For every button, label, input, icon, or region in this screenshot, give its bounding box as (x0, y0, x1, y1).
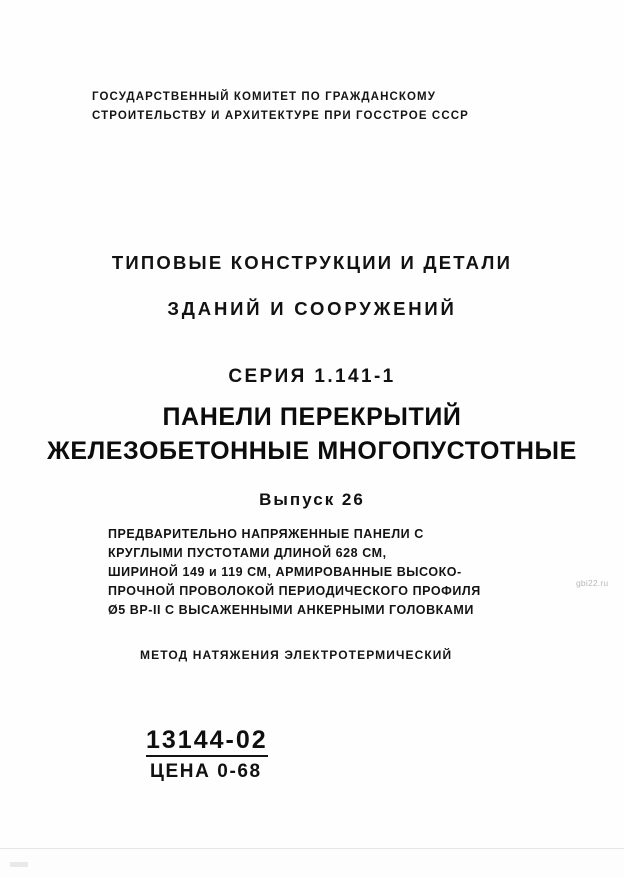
series-number: СЕРИЯ 1.141-1 (228, 366, 396, 387)
organization-line-2: СТРОИТЕЛЬСТВУ И АРХИТЕКТУРЕ ПРИ ГОССТРОЕ СССР (92, 110, 469, 122)
description-line-2: КРУГЛЫМИ ПУСТОТАМИ ДЛИНОЙ 628 СМ, (108, 546, 387, 560)
method-note: МЕТОД НАТЯЖЕНИЯ ЭЛЕКТРОТЕРМИЧЕСКИЙ (140, 648, 453, 662)
main-title (0, 400, 624, 468)
watermark: gbi22.ru (576, 578, 609, 588)
organization-header (92, 88, 552, 126)
document-code-block (146, 726, 268, 783)
scan-artifact-mark (10, 862, 28, 867)
document-price: ЦЕНА 0-68 (150, 761, 262, 782)
description-line-4: ПРОЧНОЙ ПРОВОЛОКОЙ ПЕРИОДИЧЕСКОГО ПРОФИЛЯ (108, 584, 481, 598)
main-title-line-2: ЖЕЛЕЗОБЕТОННЫЕ МНОГОПУСТОТНЫЕ (47, 437, 577, 465)
main-title-line-1: ПАНЕЛИ ПЕРЕКРЫТИЙ (162, 403, 462, 431)
series-heading-line-2: ЗДАНИЙ И СООРУЖЕНИЙ (167, 298, 457, 319)
scan-edge (0, 848, 624, 877)
description-line-1: ПРЕДВАРИТЕЛЬНО НАПРЯЖЕННЫЕ ПАНЕЛИ С (108, 527, 424, 541)
series-heading-line-1: ТИПОВЫЕ КОНСТРУКЦИИ И ДЕТАЛИ (111, 252, 513, 273)
description-line-3: ШИРИНОЙ 149 и 119 СМ, АРМИРОВАННЫЕ ВЫСОКО- (108, 565, 462, 579)
issue-number: Выпуск 26 (259, 490, 365, 509)
series-heading (0, 250, 624, 322)
document-code-number: 13144-02 (146, 726, 268, 757)
organization-line-1: ГОСУДАРСТВЕННЫЙ КОМИТЕТ ПО ГРАЖДАНСКОМУ (92, 91, 436, 103)
description-block (108, 525, 548, 620)
description-line-5: Ø5 ВР-II С ВЫСАЖЕННЫМИ АНКЕРНЫМИ ГОЛОВКАМИ (108, 603, 474, 617)
